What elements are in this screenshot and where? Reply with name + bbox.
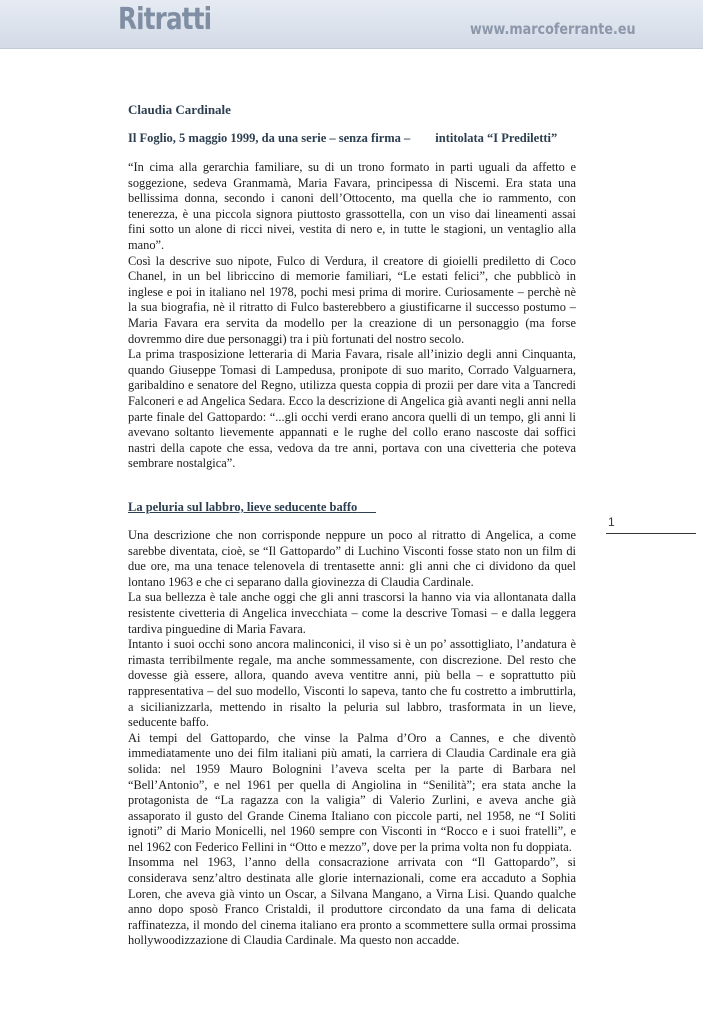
site-url: www.marcoferrante.eu (470, 20, 636, 38)
brand-title: Ritratti (118, 2, 212, 37)
section-title: La peluria sul labbro, lieve seducente baffo (128, 500, 358, 514)
paragraph: Intanto i suoi occhi sono ancora malinconici, il viso si è un po’ assottigliato, l’andatura è rimasta terribilmente regale, ma anche sommessamente, con discrezione. Del resto che dovesse già essere, allora, quando aveva ventitre anni, più bella – e soprattutto più rappresentativa – del suo modello, Visconti lo sapeva, tanto che fu costretto a imbruttirla, a sicilianizzarla, mettendo in risalto la peluria sul labbro, trasformata in un lieve, seducente baffo. (128, 637, 576, 730)
section-title-trail (357, 500, 376, 514)
paragraph: Ai tempi del Gattopardo, che vinse la Palma d’Oro a Cannes, e che diventò immediatamente uno dei film italiani più amati, la carriera di Claudia Cardinale era già solida: nel 1959 Mauro Bolognini l’aveva scelta per la parte di Barbara nel “Bell’Antonio”, e nel 1961 per quella di Angiolina in “Senilità”; era stata anche la protagonista de “La ragazza con la valigia” di Valerio Zurlini, e aveva anche già assaporato il gusto del Grande Cinema Italiano con piccole parti, nel 1958, ne “I Soliti ignoti” di Mario Monicelli, nel 1960 sempre con Visconti in “Rocco e i suoi fratelli”, e nel 1962 con Federico Fellini in “Otto e mezzo”, dove per la prima volta non fu doppiata. (128, 730, 576, 854)
intro-text (128, 160, 576, 472)
paragraph: Così la descrive suo nipote, Fulco di Verdura, il creatore di gioielli prediletto di Coco Chanel, in un bel libriccino di memorie familiari, “Le estati felici”, che pubblicò in inglese e poi in italiano nel 1978, pochi mesi prima di morire. Curiosamente – perchè nè la sua biografia, nè il ritratto di Fulco basterebbero a giustificarne il successo postumo – Maria Favara era servita da modello per la creazione di un personaggio (ma forse dovremmo dire due personaggi) tra i più fortunati del nostro secolo. (128, 253, 576, 346)
paragraph: La prima trasposizione letteraria di Maria Favara, risale all’inizio degli anni Cinquanta, quando Giuseppe Tomasi di Lampedusa, pronipote di suo marito, Corrado Valguarnera, garibaldino e senatore del Regno, utilizza questa coppia di prozii per dare vita a Tancredi Falconeri e ad Angelica Sedara. Ecco la descrizione di Angelica già avanti negli anni nella parte finale del Gattopardo: “...gli occhi verdi erano ancora quelli di un tempo, gli anni li avevano soltanto lievemente appannati e le rughe del collo erano nascoste dai soffici nastri della capote che essa, vedova da tre anni, portava con una civetteria che poteva sembrare nostalgica”. (128, 347, 576, 471)
paragraph: Una descrizione che non corrisponde neppure un poco al ritratto di Angelica, a come sarebbe diventata, cioè, se “Il Gattopardo” di Luchino Visconti fosse stato non un film di due ore, ma una tenace telenovela di trentasette anni: gli anni che ci dividono da quel lontano 1963 e che ci separano dalla giovinezza di Claudia Cardinale. (128, 528, 576, 589)
paragraph: “In cima alla gerarchia familiare, su di un trono formato in parti uguali da affetto e soggezione, sedeva Granmamà, Maria Favara, principessa di Niscemi. Era stata una bellissima donna, secondo i canoni dell’Ottocento, ma quella che io rammento, con tenerezza, è una piccola signora piuttosto grassottella, con un viso dai lineamenti assai fini sotto un alone di ricci nivei, vestita di nero e, in tutte le stagioni, un ventaglio alla mano”. (128, 160, 576, 252)
page-number: 1 (608, 515, 615, 529)
article-subtitle: Il Foglio, 5 maggio 1999, da una serie – senza firma – intitolata “I Prediletti” (128, 131, 558, 145)
section-text (128, 528, 576, 949)
article-title: Claudia Cardinale (128, 102, 231, 117)
paragraph: Insomma nel 1963, l’anno della consacrazione arrivata con “Il Gattopardo”, si considerava senz’altro destinata alle glorie internazionali, come era accaduto a Sophia Loren, che aveva già vinto un Oscar, a Silvana Mangano, a Virna Lisi. Quando qualche anno dopo sposò Franco Cristaldi, il produttore circondato da una fama di delicata raffinatezza, il mondo del cinema italiano era pronto a scommettere sulla ormai prossima hollywoodizzazione di Claudia Cardinale. Ma questo non accadde. (128, 855, 576, 948)
page-number-rule (606, 533, 696, 534)
paragraph: La sua bellezza è tale anche oggi che gli anni trascorsi la hanno via via allontanata dalla resistente civetteria di Angelica invecchiata – come la descrive Tomasi – e dalla leggera tardiva pinguedine di Maria Favara. (128, 590, 576, 636)
header-banner (0, 0, 703, 49)
section-heading (128, 500, 376, 515)
